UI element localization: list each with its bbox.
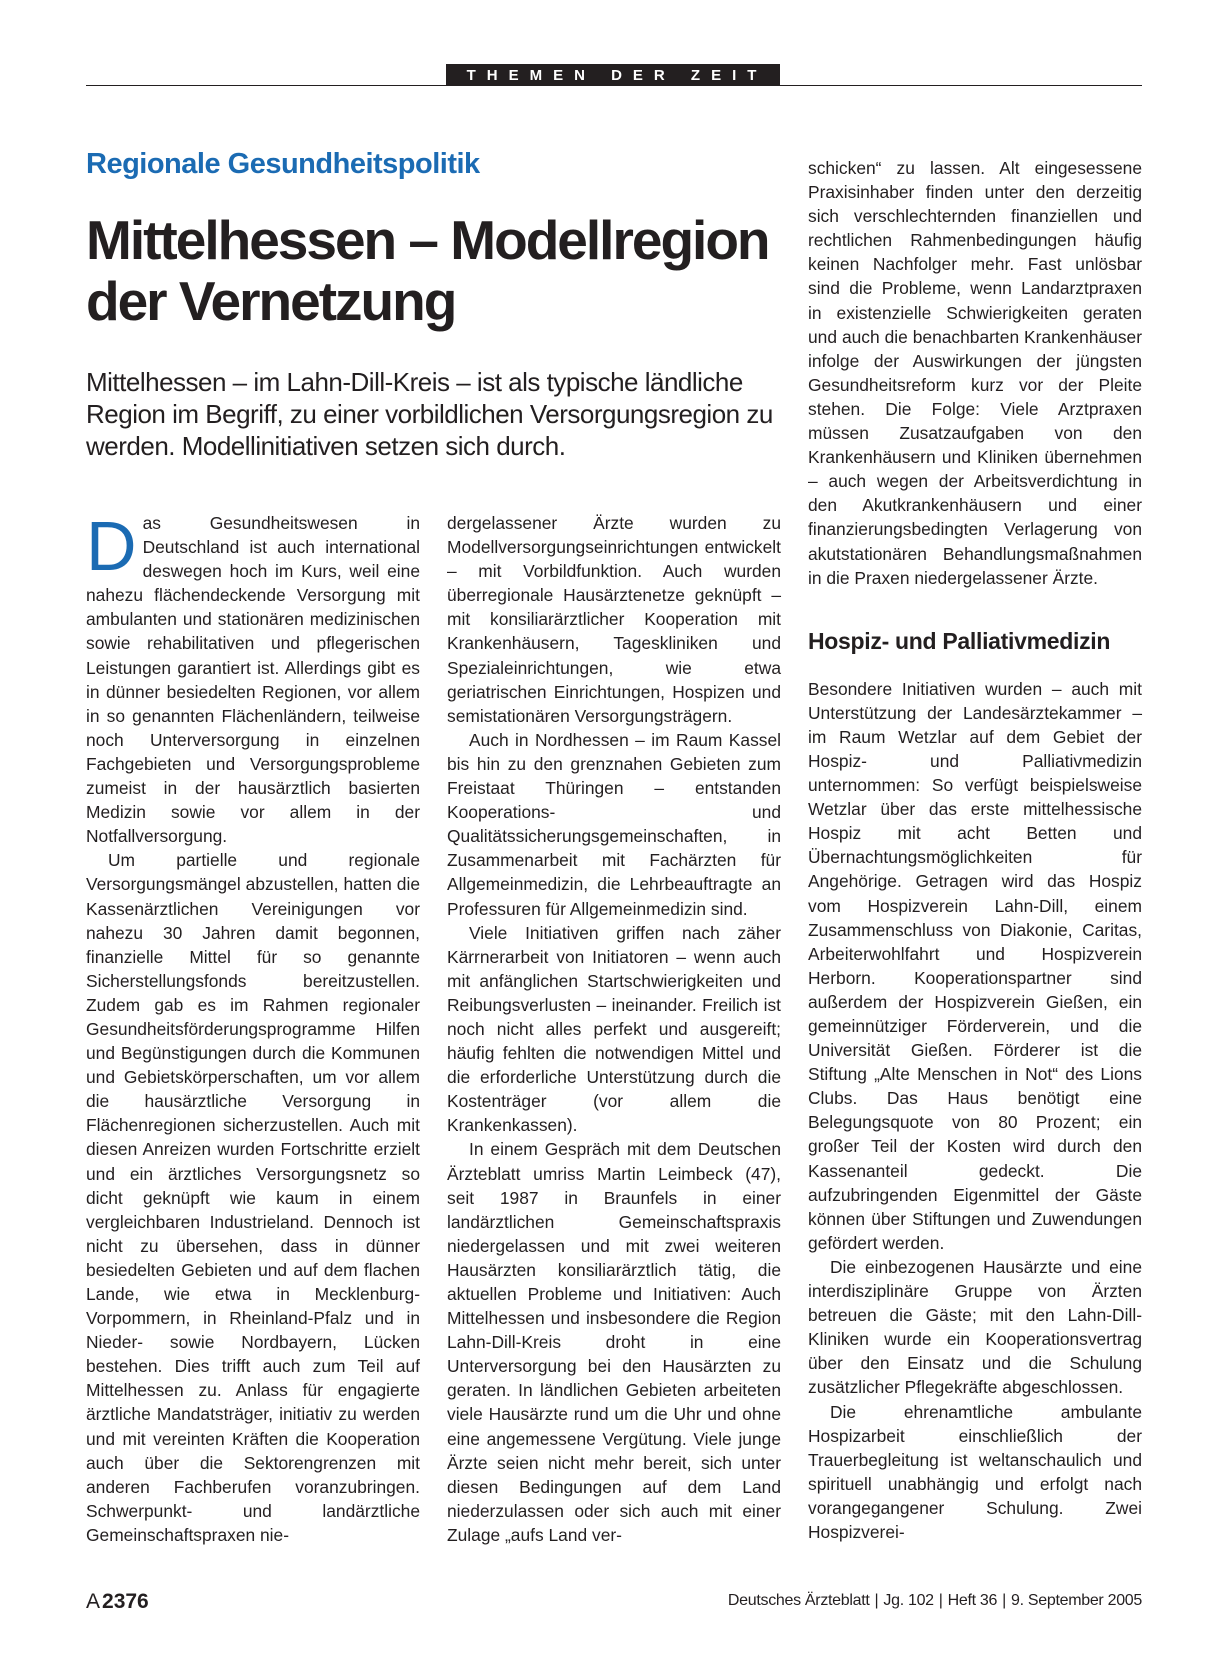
- journal-name: Deutsches Ärzteblatt: [727, 1592, 870, 1609]
- page-number: [86, 1590, 149, 1614]
- journal-date: 9. September 2005: [1011, 1592, 1142, 1609]
- section-subheading: Hospiz- und Palliativmedizin: [808, 627, 1111, 654]
- journal-volume: Jg. 102: [883, 1592, 934, 1609]
- journal-footer: Deutsches Ärzteblatt | Jg. 102 | Heft 36 | 9. September 2005: [727, 1592, 1142, 1609]
- page-prefix: A: [86, 1590, 101, 1613]
- section-banner: THEMEN DER ZEIT: [446, 64, 780, 86]
- paragraph: Die ehrenamtliche ambulante Hospizarbeit einschließlich der Trauerbegleitung ist weltanschaulich und spirituell unabhängig und erfolgt nach vorangegangener Schulung. Zwei Hospizverei-: [808, 1401, 1142, 1542]
- paragraph: Um partielle und regionale Versorgungsmängel abzustellen, hatten die Kassenärztlichen Vereinigungen vor nahezu 30 Jahren damit begonnen, finanzielle Mittel für so genannte Sicherstellungsfonds bereitzustellen. Zudem gab es im Rahmen regionaler Gesundheitsförderungsprogramme Hilfen und Begünstigungen durch die Kommunen und Gebietskörperschaften, um vor allem die hausärztliche Versorgung in Flächenregionen sicherzustellen. Auch mit diesen Anreizen wurden Fortschritte erzielt und ein ärztliches Versorgungsnetz so dicht geknüpft wie kaum in einem vergleichbaren Industrieland. Dennoch ist nicht zu übersehen, dass in dünner besiedelten Gebieten und auf dem flachen Lande, wie etwa in Mecklenburg-Vorpommern, in Rheinland-Pfalz und in Nieder- sowie Nordbayern, Lücken bestehen. Dies trifft auch zum Teil auf Mittelhessen zu. Anlass für engagierte ärztliche Mandatsträger, initiativ zu werden und mit vereinten Kräften die Kooperation auch über die Sektorengrenzen mit anderen Fachberufen voranzubringen. Schwerpunkt- und landärztliche Gemeinschaftspraxen nie-: [86, 850, 420, 1545]
- paragraph: Besondere Initiativen wurden – auch mit Unterstützung der Landesärztekammer – im Raum Wetzlar auf dem Gebiet der Hospiz- und Palliativmedizin unternommen: So verfügt beispielsweise Wetzlar über das erste mittelhessische Hospiz mit acht Betten und Übernachtungsmöglichkeiten für Angehörige. Getragen wird das Hospiz vom Hospizverein Lahn-Dill, einem Zusammenschluss von Diakonie, Caritas, Arbeiterwohlfahrt und Hospizverein Herborn. Kooperationspartner sind außerdem der Hospizverein Gießen, ein gemeinnütziger Förderverein, und die Universität Gießen. Förderer ist die Stiftung „Alte Menschen in Not“ des Lions Clubs. Das Haus benötigt eine Belegungsquote von 80 Prozent; ein großer Teil der Kosten wird durch den Kassenanteil gedeckt. Die aufzubringenden Eigenmittel der Gäste können über Stiftungen und Zuwendungen gefördert werden.: [808, 678, 1142, 1253]
- paragraph: Auch in Nordhessen – im Raum Kassel bis hin zu den grenznahen Gebieten zum Freistaat Thüringen – entstanden Kooperations- und Qualitätssicherungsgemeinschaften, in Zusammenarbeit mit Fachärzten für Allgemeinmedizin, die Lehrbeauftragte an Professuren für Allgemeinmedizin sind.: [447, 729, 781, 919]
- text-column-2: [447, 511, 781, 1547]
- paragraph: [86, 507, 420, 848]
- journal-issue: Heft 36: [947, 1592, 998, 1609]
- drop-cap: D: [86, 507, 137, 585]
- paragraph: Die einbezogenen Hausärzte und eine interdisziplinäre Gruppe von Ärzten betreuen die Gäste; mit den Lahn-Dill-Kliniken wurde ein Kooperationsvertrag über den Einsatz und die Schulung zusätzlicher Pflegekräfte abgeschlossen.: [808, 1256, 1142, 1398]
- paragraph: dergelassener Ärzte wurden zu Modellversorgungseinrichtungen entwickelt – mit Vorbildfunktion. Auch wurden überregionale Hausärztenetze geknüpft – mit konsiliarärztlicher Kooperation mit Krankenhäusern, Tageskliniken und Spezialeinrichtungen, wie etwa geriatrischen Einrichtungen, Hospizen und semistationären Versorgungsträgern.: [447, 513, 781, 726]
- text-column-1: [86, 507, 420, 1547]
- article-intro: Mittelhessen – im Lahn-Dill-Kreis – ist als typische ländliche Region im Begriff, zu einer vorbildlichen Versorgungsregion zu werden. Modellinitiativen setzen sich durch.: [86, 367, 773, 461]
- paragraph: schicken“ zu lassen. Alt eingesessene Praxisinhaber finden unter den derzeitig sich verschlechternden finanziellen und rechtlichen Rahmenbedingungen häufig keinen Nachfolger mehr. Fast unlösbar sind die Probleme, wenn Landarztpraxen in existenzielle Schwierigkeiten geraten und auch die benachbarten Krankenhäuser infolge der Auswirkungen der jüngsten Gesundheitsreform kurz vor der Pleite stehen. Die Folge: Viele Arztpraxen müssen Zusatzaufgaben von den Krankenhäusern und Kliniken übernehmen – auch wegen der Arbeitsverdichtung in den Akutkrankenhäusern und einer finanzierungsbedingten Verlagerung von akutstationären Behandlungsmaßnahmen in die Praxen niedergelassener Ärzte.: [808, 158, 1142, 588]
- paragraph-text: as Gesundheitswesen in Deutschland ist auch international deswegen hoch im Kurs, weil eine nahezu flächendeckende Versorgung mit ambulanten und stationären medizinischen sowie rehabilitativen und pflegerischen Leistungen garantiert ist. Allerdings gibt es in dünner besiedelten Regionen, vor allem in so genannten Flächenländern, teilweise noch Unterversorgung in einzelnen Fachgebieten und Versorgungsprobleme zumeist in der hausärztlich basierten Medizin sowie vor allem in der Notfallversorgung.: [86, 513, 420, 847]
- paragraph: In einem Gespräch mit dem Deutschen Ärzteblatt umriss Martin Leimbeck (47), seit 1987 in Braunfels in einer landärztlichen Gemeinschaftspraxis niedergelassen und mit zwei weiteren Hausärzten konsiliarärztlich tätig, die aktuellen Probleme und Initiativen: Auch Mittelhessen und insbesondere die Region Lahn-Dill-Kreis droht in eine Unterversorgung bei den Hausärzten zu geraten. In ländlichen Gebieten arbeiteten viele Hausärzte rund um die Uhr und ohne eine angemessene Vergütung. Viele junge Ärzte seien nicht mehr bereit, sich unter diesen Bedingungen auf dem Land niederzulassen oder sich auch mit einer Zulage „aufs Land ver-: [447, 1139, 781, 1545]
- paragraph: Viele Initiativen griffen nach zäher Kärrnerarbeit von Initiatoren – wenn auch mit anfänglichen Startschwierigkeiten und Reibungsverlusten – ineinander. Freilich ist noch nicht alles perfekt und ausgereift; häufig fehlten die notwendigen Mittel und die erforderliche Unterstützung durch die Kostenträger (vor allem die Krankenkassen).: [447, 922, 781, 1136]
- text-column-3: [808, 156, 1142, 1544]
- article-kicker: Regionale Gesundheitspolitik: [86, 148, 480, 180]
- article-title: Mittelhessen – Modellregion der Vernetzung: [86, 209, 769, 332]
- page-number-value: 2376: [102, 1590, 149, 1613]
